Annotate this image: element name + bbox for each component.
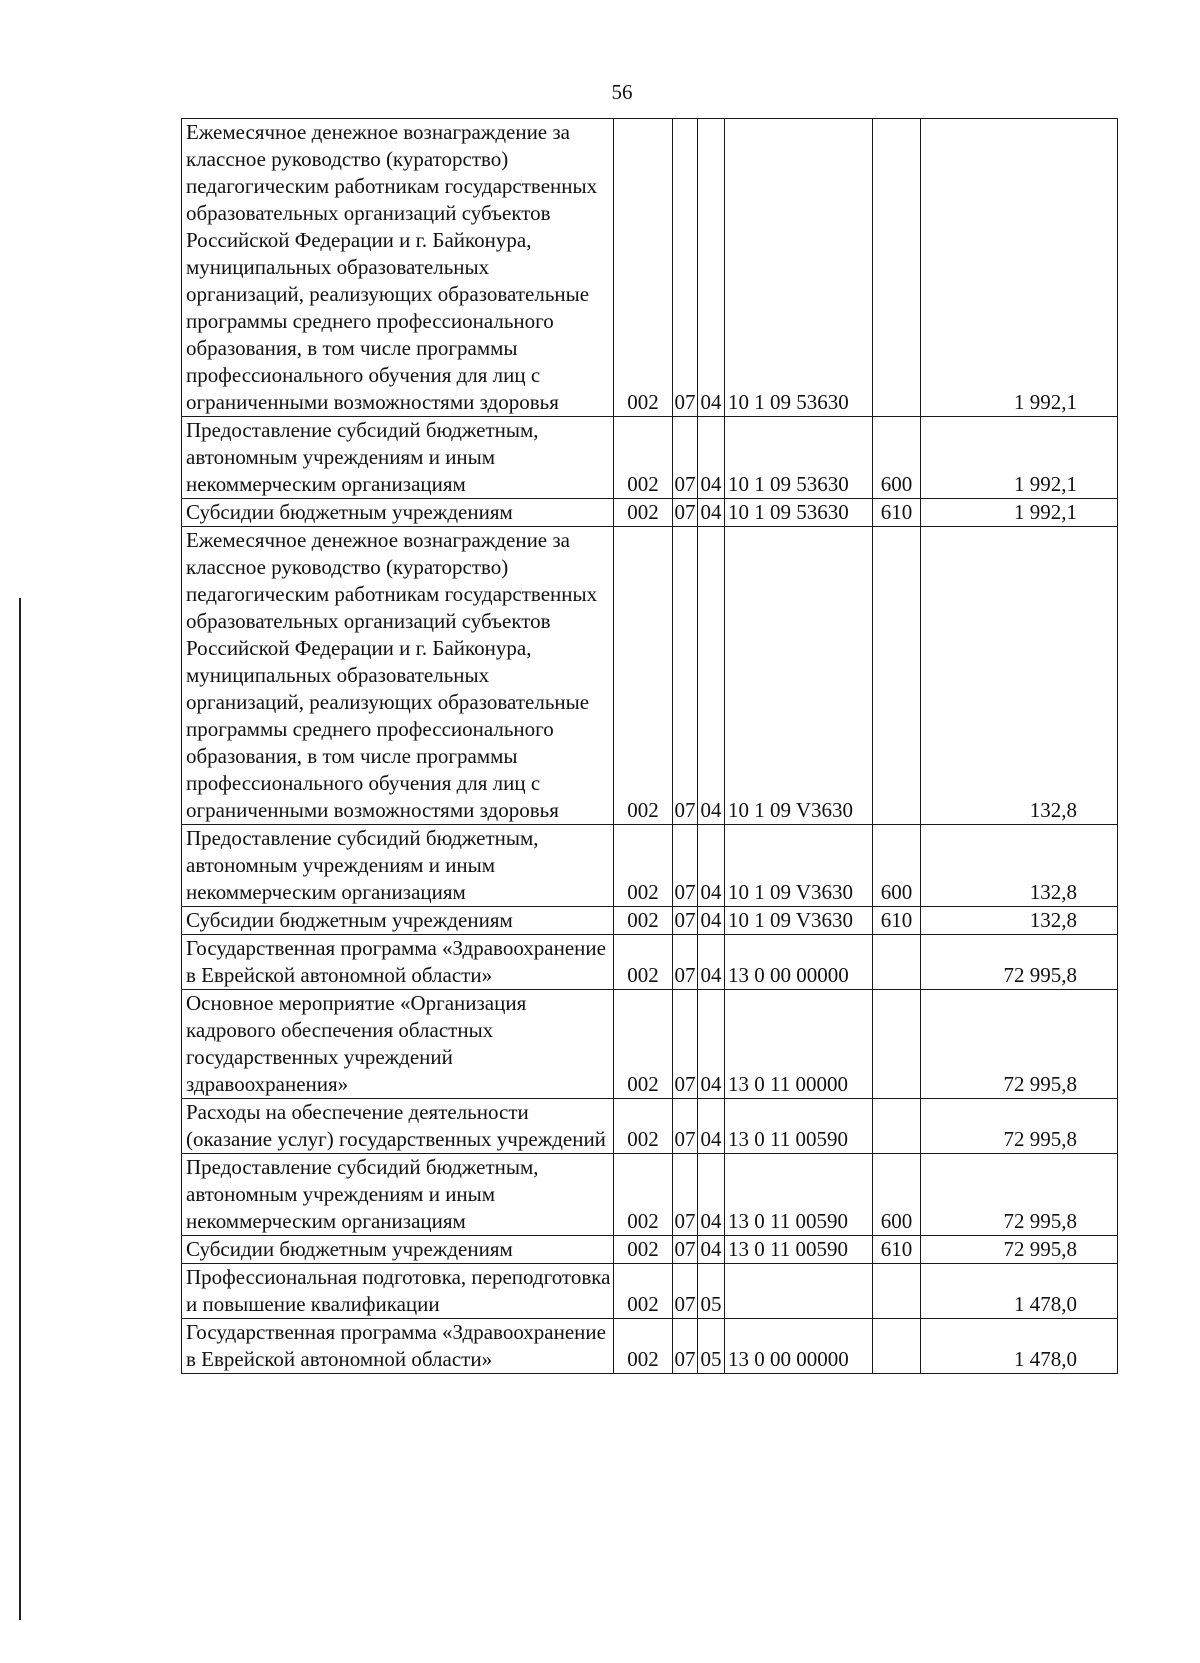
row-name: Предоставление субсидий бюджетным, автономным учреждениям и иным некоммерческим организациям: [182, 417, 614, 499]
row-section-code: 07: [673, 935, 698, 990]
row-target-article-code: 13 0 11 00590: [725, 1236, 873, 1264]
budget-table: [181, 118, 1118, 1374]
table-row: [182, 1236, 1118, 1264]
row-expense-type-code: [873, 1264, 921, 1319]
row-subsection-code: 05: [698, 1264, 725, 1319]
row-grbs-code: 002: [614, 990, 673, 1099]
row-amount: 1 992,1: [921, 499, 1118, 527]
row-grbs-code: 002: [614, 1099, 673, 1154]
page-number: 56: [611, 80, 633, 104]
table-row: [182, 499, 1118, 527]
row-target-article-code: 10 1 09 V3630: [725, 527, 873, 825]
row-section-code: 07: [673, 527, 698, 825]
row-amount: 132,8: [921, 825, 1118, 907]
row-subsection-code: 04: [698, 1099, 725, 1154]
row-subsection-code: 04: [698, 527, 725, 825]
row-amount: 1 992,1: [921, 417, 1118, 499]
table-row: [182, 1154, 1118, 1236]
row-target-article-code: 13 0 11 00000: [725, 990, 873, 1099]
row-section-code: 07: [673, 907, 698, 935]
row-subsection-code: 04: [698, 990, 725, 1099]
row-section-code: 07: [673, 499, 698, 527]
row-expense-type-code: 610: [873, 907, 921, 935]
row-section-code: 07: [673, 1236, 698, 1264]
row-grbs-code: 002: [614, 1236, 673, 1264]
row-grbs-code: 002: [614, 527, 673, 825]
row-amount: 132,8: [921, 527, 1118, 825]
margin-line: [19, 598, 21, 1620]
row-section-code: 07: [673, 119, 698, 417]
row-name: Субсидии бюджетным учреждениям: [182, 499, 614, 527]
row-grbs-code: 002: [614, 119, 673, 417]
row-name: Государственная программа «Здравоохранение в Еврейской автономной области»: [182, 1319, 614, 1374]
row-amount: 72 995,8: [921, 1099, 1118, 1154]
row-name: Ежемесячное денежное вознаграждение за классное руководство (кураторство) педагогическим работникам государственных образовательных организаций субъектов Российской Федерации и г. Байконура, муниципальных образовательных организаций, реализующих образовательные программы среднего профессионального образования, в том числе программы профессионального обучения для лиц с ограниченными возможностями здоровья: [182, 527, 614, 825]
row-grbs-code: 002: [614, 825, 673, 907]
row-expense-type-code: [873, 1319, 921, 1374]
row-target-article-code: [725, 1264, 873, 1319]
row-name: Ежемесячное денежное вознаграждение за классное руководство (кураторство) педагогическим работникам государственных образовательных организаций субъектов Российской Федерации и г. Байконура, муниципальных образовательных организаций, реализующих образовательные программы среднего профессионального образования, в том числе программы профессионального обучения для лиц с ограниченными возможностями здоровья: [182, 119, 614, 417]
row-section-code: 07: [673, 990, 698, 1099]
row-grbs-code: 002: [614, 1264, 673, 1319]
row-name: Государственная программа «Здравоохранение в Еврейской автономной области»: [182, 935, 614, 990]
row-target-article-code: 13 0 00 00000: [725, 1319, 873, 1374]
row-expense-type-code: 600: [873, 417, 921, 499]
row-amount: 72 995,8: [921, 935, 1118, 990]
row-target-article-code: 10 1 09 53630: [725, 119, 873, 417]
row-name: Основное мероприятие «Организация кадрового обеспечения областных государственных учреждений здравоохранения»: [182, 990, 614, 1099]
row-grbs-code: 002: [614, 417, 673, 499]
row-expense-type-code: 600: [873, 825, 921, 907]
row-grbs-code: 002: [614, 1154, 673, 1236]
row-subsection-code: 04: [698, 119, 725, 417]
table-row: [182, 990, 1118, 1099]
row-subsection-code: 04: [698, 417, 725, 499]
row-subsection-code: 04: [698, 935, 725, 990]
row-name: Расходы на обеспечение деятельности (оказание услуг) государственных учреждений: [182, 1099, 614, 1154]
row-subsection-code: 04: [698, 499, 725, 527]
table-row: [182, 1264, 1118, 1319]
row-expense-type-code: [873, 527, 921, 825]
row-target-article-code: 13 0 11 00590: [725, 1099, 873, 1154]
row-name: Предоставление субсидий бюджетным, автономным учреждениям и иным некоммерческим организациям: [182, 1154, 614, 1236]
row-section-code: 07: [673, 1319, 698, 1374]
row-grbs-code: 002: [614, 1319, 673, 1374]
table-row: [182, 825, 1118, 907]
row-name: Предоставление субсидий бюджетным, автономным учреждениям и иным некоммерческим организациям: [182, 825, 614, 907]
row-expense-type-code: [873, 935, 921, 990]
row-amount: 72 995,8: [921, 1236, 1118, 1264]
row-subsection-code: 04: [698, 907, 725, 935]
row-grbs-code: 002: [614, 499, 673, 527]
row-section-code: 07: [673, 825, 698, 907]
row-expense-type-code: [873, 119, 921, 417]
table-row: [182, 119, 1118, 417]
row-amount: 1 478,0: [921, 1319, 1118, 1374]
table-body: [182, 119, 1118, 1374]
row-target-article-code: 13 0 00 00000: [725, 935, 873, 990]
row-amount: 132,8: [921, 907, 1118, 935]
row-target-article-code: 10 1 09 V3630: [725, 825, 873, 907]
row-expense-type-code: 610: [873, 499, 921, 527]
row-expense-type-code: [873, 1099, 921, 1154]
row-expense-type-code: [873, 990, 921, 1099]
row-section-code: 07: [673, 1154, 698, 1236]
row-amount: 72 995,8: [921, 990, 1118, 1099]
row-name: Профессиональная подготовка, переподготовка и повышение квалификации: [182, 1264, 614, 1319]
row-amount: 1 992,1: [921, 119, 1118, 417]
row-target-article-code: 10 1 09 53630: [725, 499, 873, 527]
row-subsection-code: 04: [698, 1236, 725, 1264]
row-amount: 72 995,8: [921, 1154, 1118, 1236]
row-grbs-code: 002: [614, 935, 673, 990]
row-name: Субсидии бюджетным учреждениям: [182, 907, 614, 935]
table-row: [182, 417, 1118, 499]
table-row: [182, 527, 1118, 825]
table-row: [182, 935, 1118, 990]
row-subsection-code: 05: [698, 1319, 725, 1374]
table-row: [182, 1099, 1118, 1154]
row-section-code: 07: [673, 417, 698, 499]
row-section-code: 07: [673, 1264, 698, 1319]
row-subsection-code: 04: [698, 825, 725, 907]
row-name: Субсидии бюджетным учреждениям: [182, 1236, 614, 1264]
row-subsection-code: 04: [698, 1154, 725, 1236]
table-row: [182, 1319, 1118, 1374]
row-expense-type-code: 610: [873, 1236, 921, 1264]
row-amount: 1 478,0: [921, 1264, 1118, 1319]
row-target-article-code: 10 1 09 53630: [725, 417, 873, 499]
row-grbs-code: 002: [614, 907, 673, 935]
row-section-code: 07: [673, 1099, 698, 1154]
row-target-article-code: 10 1 09 V3630: [725, 907, 873, 935]
table-row: [182, 907, 1118, 935]
row-target-article-code: 13 0 11 00590: [725, 1154, 873, 1236]
row-expense-type-code: 600: [873, 1154, 921, 1236]
